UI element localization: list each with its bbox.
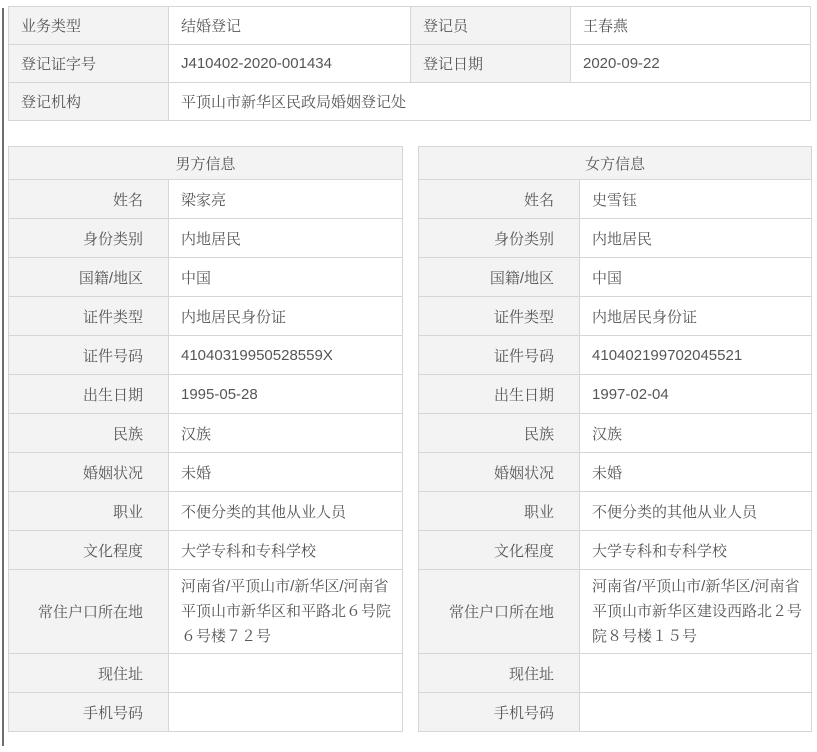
table-row [9,7,811,45]
registration-summary-table [8,6,811,121]
male-name-label: 姓名 [9,180,169,219]
female-household-address-label: 常住户口所在地 [419,570,580,654]
male-info-table [8,146,403,732]
table-row [419,531,812,570]
male-marital-status-label: 婚姻状况 [9,453,169,492]
table-row [9,654,403,693]
male-id-number-value: 41040319950528559X [169,336,403,375]
female-marital-status-label: 婚姻状况 [419,453,580,492]
table-row [9,531,403,570]
male-marital-status-value: 未婚 [169,453,403,492]
male-name-value: 梁家亮 [169,180,403,219]
female-education-label: 文化程度 [419,531,580,570]
business-type-label: 业务类型 [9,7,169,45]
person-tables [8,146,810,732]
male-mobile-number-value [169,693,403,732]
female-nationality-value: 中国 [580,258,812,297]
table-row [419,336,812,375]
female-id-type-value: 内地居民身份证 [580,297,812,336]
table-row [419,258,812,297]
female-birth-date-value: 1997-02-04 [580,375,812,414]
female-marital-status-value: 未婚 [580,453,812,492]
table-row [9,258,403,297]
record-content [8,6,810,732]
male-nationality-label: 国籍/地区 [9,258,169,297]
registrar-value: 王春燕 [571,7,811,45]
table-row [9,336,403,375]
male-education-label: 文化程度 [9,531,169,570]
female-info-title: 女方信息 [419,147,812,180]
male-id-type-value: 内地居民身份证 [169,297,403,336]
table-row [9,570,403,654]
table-row [9,375,403,414]
male-household-address-value: 河南省/平顶山市/新华区/河南省平顶山市新华区和平路北６号院６号楼７２号 [169,570,403,654]
female-identity-type-label: 身份类别 [419,219,580,258]
table-row [419,375,812,414]
male-nationality-value: 中国 [169,258,403,297]
table-row [419,180,812,219]
female-name-label: 姓名 [419,180,580,219]
male-ethnicity-value: 汉族 [169,414,403,453]
table-row [419,453,812,492]
female-current-address-value [580,654,812,693]
male-mobile-number-label: 手机号码 [9,693,169,732]
male-ethnicity-label: 民族 [9,414,169,453]
male-info-title: 男方信息 [9,147,403,180]
table-row [419,570,812,654]
table-row [9,45,811,83]
table-row [9,219,403,258]
male-id-number-label: 证件号码 [9,336,169,375]
female-id-number-label: 证件号码 [419,336,580,375]
business-type-value: 结婚登记 [169,7,411,45]
table-row [9,492,403,531]
female-current-address-label: 现住址 [419,654,580,693]
female-education-value: 大学专科和专科学校 [580,531,812,570]
left-edge-line [2,8,4,746]
female-occupation-label: 职业 [419,492,580,531]
male-occupation-value: 不便分类的其他从业人员 [169,492,403,531]
male-identity-type-value: 内地居民 [169,219,403,258]
table-row [9,83,811,121]
male-birth-date-label: 出生日期 [9,375,169,414]
table-row [9,180,403,219]
male-id-type-label: 证件类型 [9,297,169,336]
female-nationality-label: 国籍/地区 [419,258,580,297]
female-id-number-value: 410402199702045521 [580,336,812,375]
female-name-value: 史雪钰 [580,180,812,219]
male-current-address-label: 现住址 [9,654,169,693]
table-row [9,693,403,732]
female-household-address-value: 河南省/平顶山市/新华区/河南省平顶山市新华区建设西路北２号院８号楼１５号 [580,570,812,654]
male-current-address-value [169,654,403,693]
female-id-type-label: 证件类型 [419,297,580,336]
female-occupation-value: 不便分类的其他从业人员 [580,492,812,531]
registrar-label: 登记员 [411,7,571,45]
table-row [9,297,403,336]
female-info-table [418,146,812,732]
registration-office-label: 登记机构 [9,83,169,121]
male-birth-date-value: 1995-05-28 [169,375,403,414]
table-row [419,492,812,531]
female-ethnicity-label: 民族 [419,414,580,453]
female-identity-type-value: 内地居民 [580,219,812,258]
female-birth-date-label: 出生日期 [419,375,580,414]
male-occupation-label: 职业 [9,492,169,531]
table-row [9,453,403,492]
table-row [419,297,812,336]
table-row [419,693,812,732]
registration-date-value: 2020-09-22 [571,45,811,83]
certificate-number-label: 登记证字号 [9,45,169,83]
male-household-address-label: 常住户口所在地 [9,570,169,654]
male-identity-type-label: 身份类别 [9,219,169,258]
table-row [9,414,403,453]
female-mobile-number-label: 手机号码 [419,693,580,732]
table-row [419,147,812,180]
table-row [419,414,812,453]
table-row [419,654,812,693]
female-ethnicity-value: 汉族 [580,414,812,453]
table-row [9,147,403,180]
registration-date-label: 登记日期 [411,45,571,83]
male-education-value: 大学专科和专科学校 [169,531,403,570]
female-mobile-number-value [580,693,812,732]
registration-office-value: 平顶山市新华区民政局婚姻登记处 [169,83,811,121]
certificate-number-value: J410402-2020-001434 [169,45,411,83]
table-row [419,219,812,258]
